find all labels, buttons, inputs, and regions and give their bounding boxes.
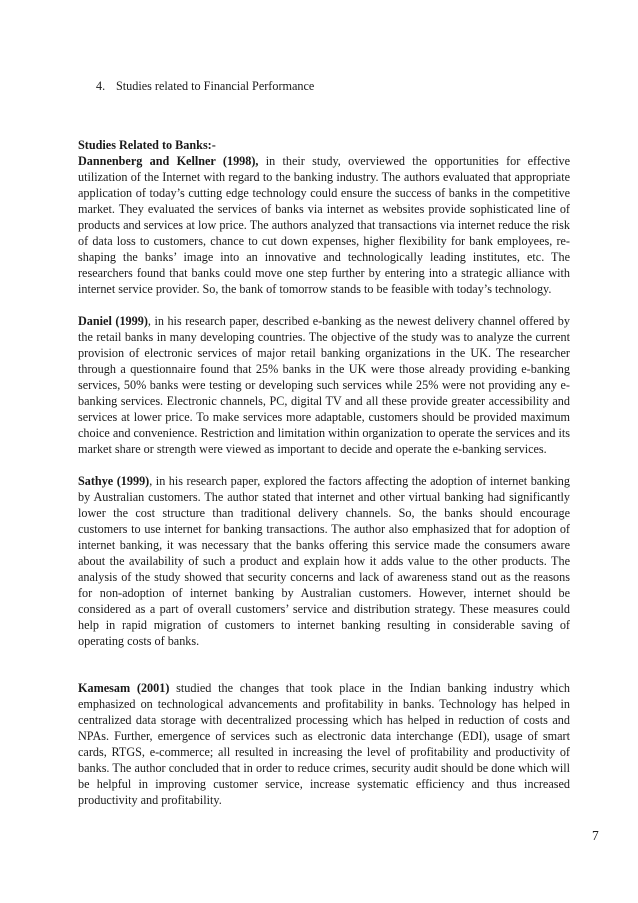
- paragraph-text: studied the changes that took place in the Indian banking industry which emphasized on technological advancements and profitability in banks. Technology has helped in centralized data storage with decentralized processing which has helped in reduction of costs and NPAs. Further, emergence of services such as electronic data interchange (EDI), usage of smart cards, RTGS, e-commerce; all resulted in increasing the level of profitability and productivity of banks. The author concluded that in order to reduce crimes, security audit should be done which will be helpful in improving customer service, increase systematic efficiency and thus increased productivity and profitability.: [78, 681, 571, 807]
- list-item-financial-performance: [96, 78, 314, 94]
- author-citation: Daniel (1999): [78, 314, 148, 328]
- list-item-number: 4.: [96, 79, 106, 93]
- paragraph-dannenberg-kellner: [78, 153, 570, 297]
- section-heading: Studies Related to Banks:-: [78, 138, 216, 152]
- paragraph-text: , in his research paper, explored the factors affecting the adoption of internet banking by Australian customers. The author stated that internet and other virtual banking had significantly lower the cost structure than traditional delivery channels. So, the banks should encourage customers to use internet for banking transactions. The author also emphasized that for adoption of internet banking, it was necessary that the banks offering this service made the consumers aware about the availability of such a product and explain how it adds value to the other products. The analysis of the study showed that security concerns and lack of awareness stand out as the reasons for non-adoption of internet banking by Australian customers. However, internet should be considered as a part of overall customers’ service and distribution strategy. These measures could help in rapid migration of customers to internet banking resulting in considerable saving of operating costs of banks.: [78, 474, 570, 648]
- list-item-label: Studies related to Financial Performance: [116, 79, 315, 93]
- paragraph-daniel: [78, 313, 570, 457]
- paragraph-text: , in his research paper, described e-banking as the newest delivery channel offered by the retail banks in many developing countries. The objective of the study was to analyze the current provision of electronic services of major retail banking organizations in the UK. The researcher through a questionnaire found that 25% banks in the UK were those already providing e-banking services, 50% banks were testing or developing such services while 25% were not providing any e-banking services. Electronic channels, PC, digital TV and all these provide greater accessibility and services at lower price. To make services more adaptable, customers should be provided maximum choice and convenience. Restriction and limitation within organization to operate the services and its market share or strength were viewed as important to decide and operate the e-banking services.: [78, 314, 570, 456]
- author-citation: Sathye (1999): [78, 474, 150, 488]
- author-citation: Dannenberg and Kellner (1998),: [78, 154, 259, 168]
- document-body: [78, 137, 570, 808]
- paragraph-sathye: [78, 473, 570, 649]
- paragraph-text: in their study, overviewed the opportunities for effective utilization of the Internet with regard to the banking industry. The authors evaluated that appropriate application of today’s cutting edge technology could ensure the success of banks in the competitive market. They evaluated the services of banks via internet as websites provide sophisticated line of products and services at low price. The authors analyzed that transactions via internet reduce the risk of data loss to customers, chance to cut down expenses, higher flexibility for bank employees, re-shaping the banks’ image into an innovative and technologically leading institutes, etc. The researchers found that banks could move one step further by entering into a strategic alliance with internet service provider. So, the bank of tomorrow stands to be feasible with today’s technology.: [78, 154, 570, 296]
- paragraph-kamesam: [78, 680, 570, 808]
- author-citation: Kamesam (2001): [78, 681, 170, 695]
- page-number: 7: [592, 828, 599, 843]
